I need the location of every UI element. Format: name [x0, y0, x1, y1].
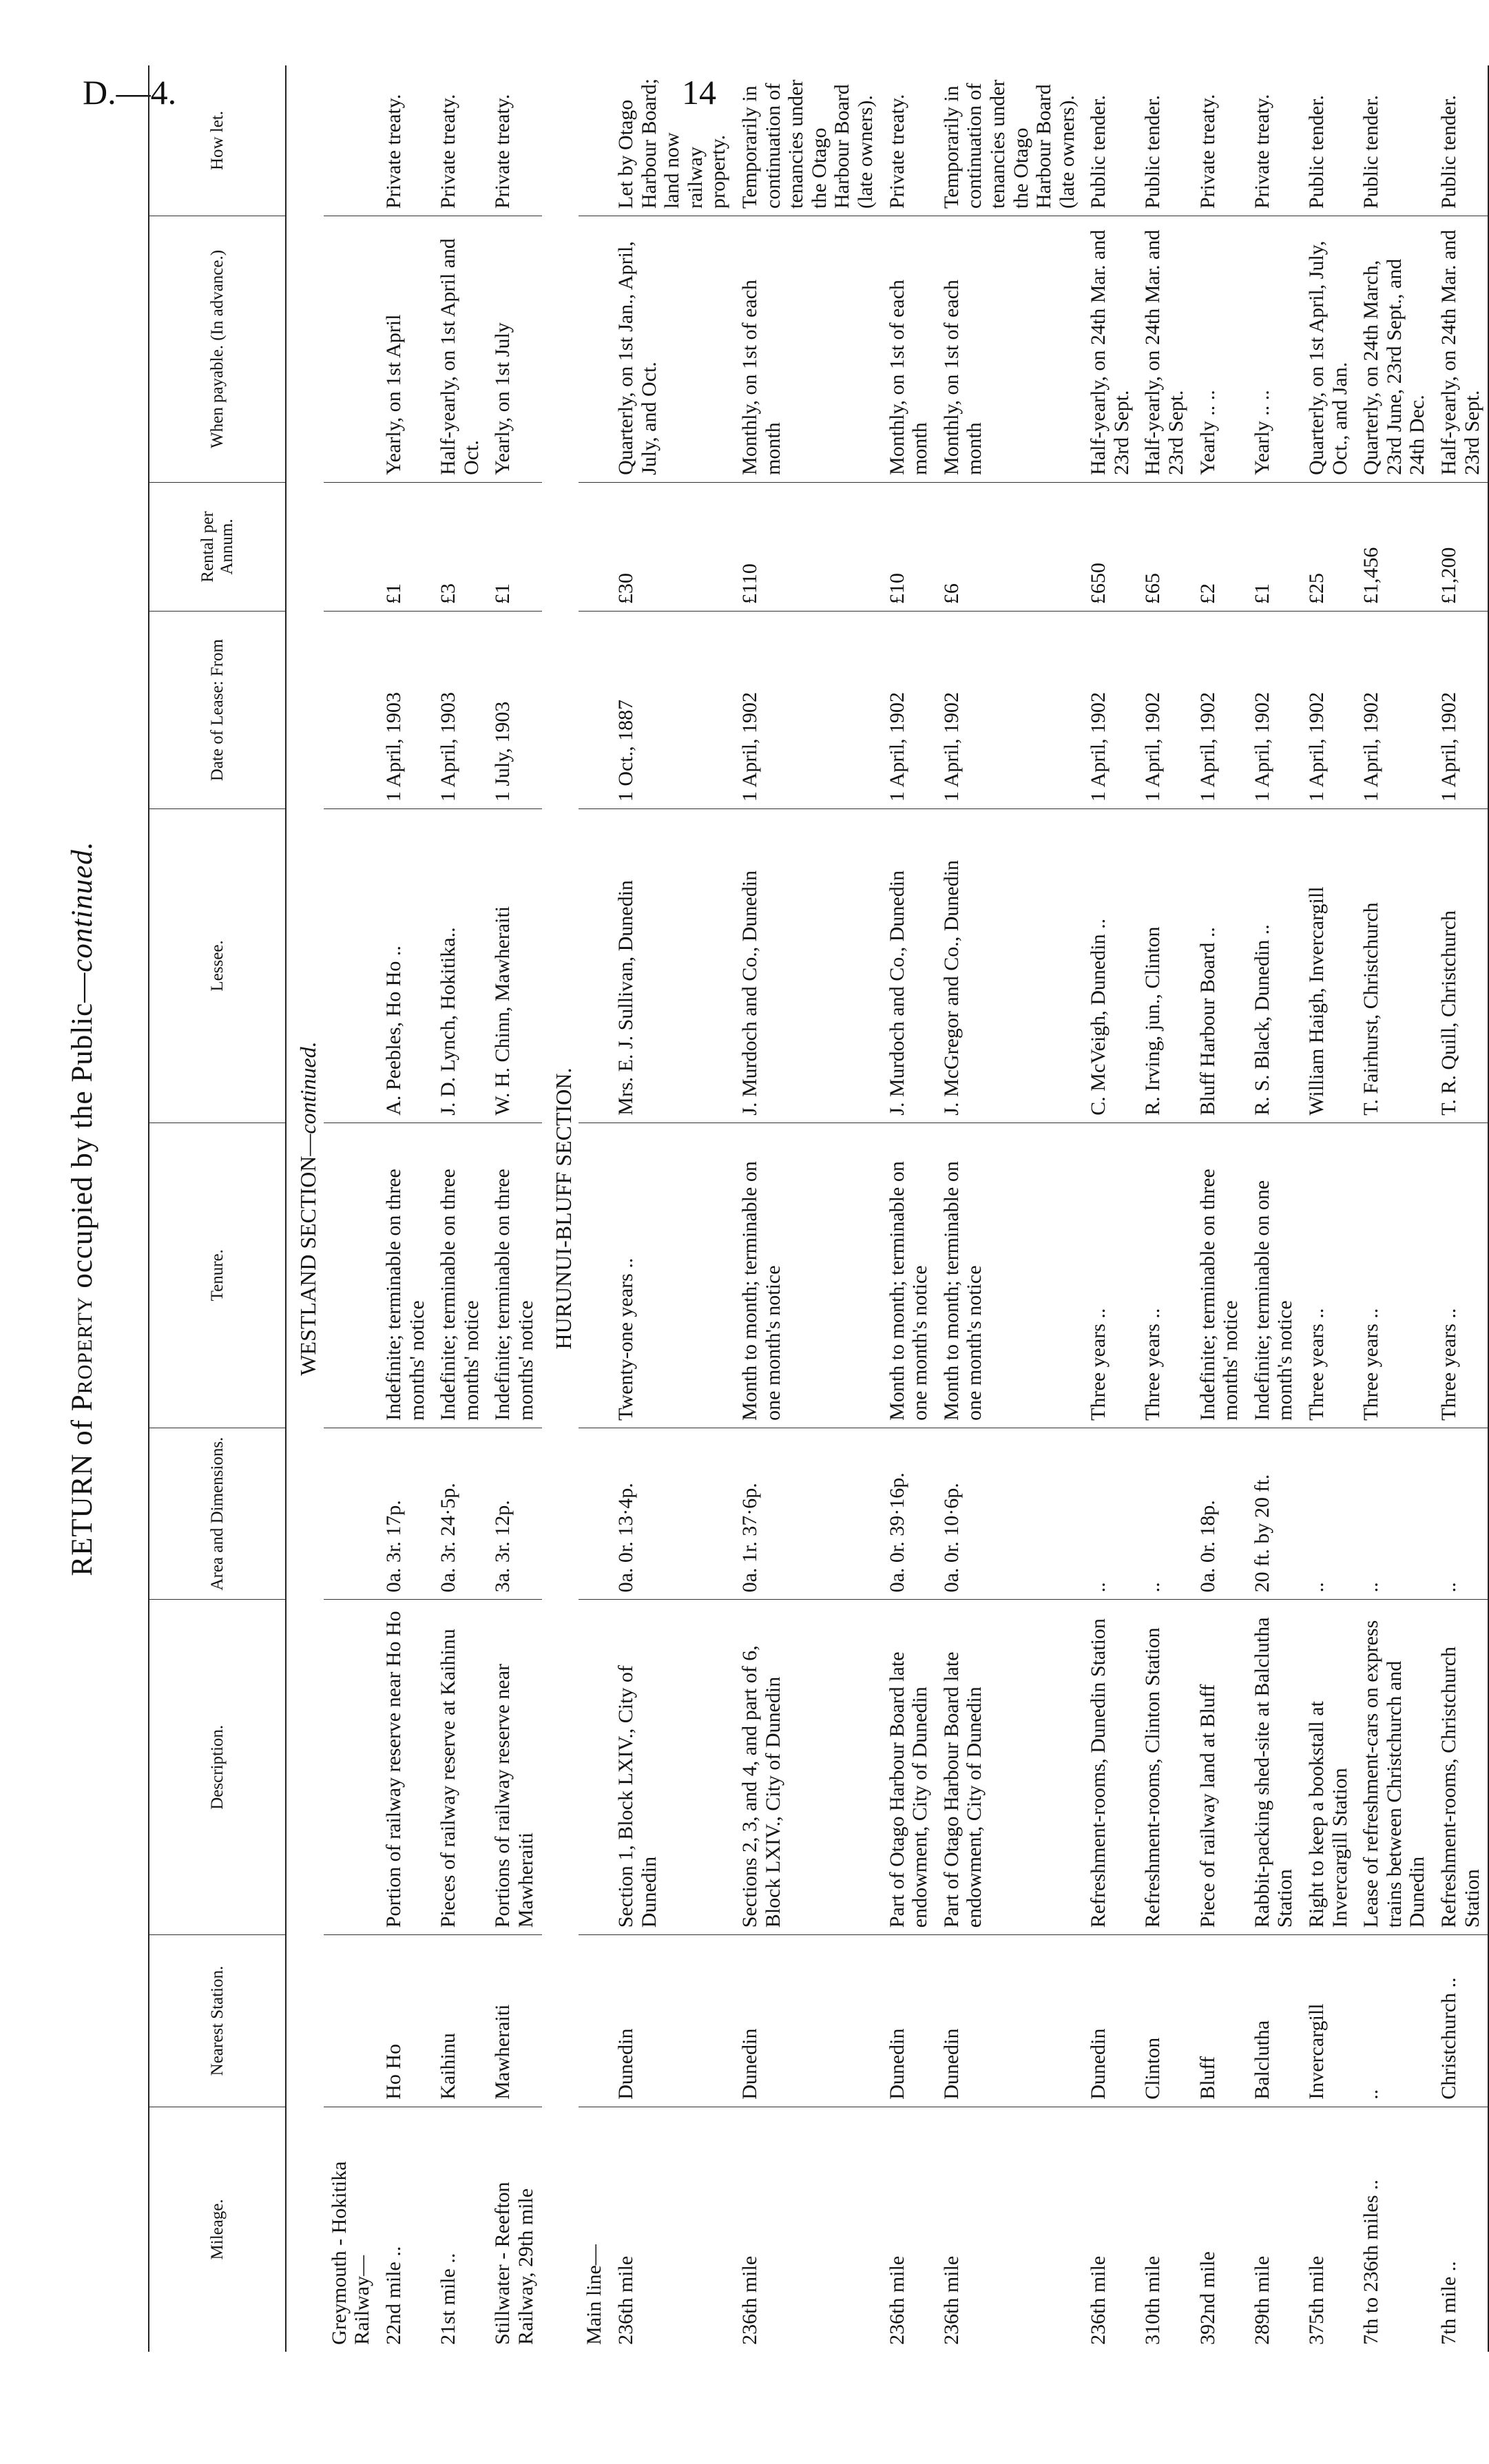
- table-cell: Dunedin: [1083, 1935, 1137, 2107]
- empty-cell: [579, 1123, 610, 1428]
- empty-cell: [324, 809, 378, 1123]
- table-cell: Public tender.: [1305, 95, 1329, 209]
- section-title: HURUNUI-BLUFF SECTION.: [550, 1067, 576, 1350]
- table-cell: £6: [936, 482, 1083, 611]
- table-cell: Dunedin: [610, 1935, 734, 2107]
- table-cell: Refreshment-rooms, Christchurch Station: [1433, 1600, 1488, 1935]
- table-cell: Private treaty.: [437, 94, 460, 209]
- table-cell: Refreshment-rooms, Dunedin Station: [1083, 1600, 1137, 1935]
- table-cell: 289th mile: [1247, 2107, 1301, 2352]
- table-cell: Dunedin: [734, 1935, 882, 2107]
- table-cell: 0a. 3r. 17p.: [378, 1428, 433, 1600]
- col-header: When payable. (In advance.): [149, 216, 286, 483]
- table-cell: Pieces of railway reserve at Kaihinu: [433, 1600, 487, 1935]
- table-row: [378, 65, 433, 2352]
- table-row: [487, 65, 541, 2352]
- table-cell: W. H. Chinn, Mawheraiti: [487, 809, 541, 1123]
- table-cell: Part of Otago Harbour Board late endowment, City of Dunedin: [882, 1600, 936, 1935]
- table-cell: £110: [734, 482, 882, 611]
- col-header: How let.: [149, 65, 286, 216]
- table-cell: 1 April, 1902: [1083, 612, 1137, 809]
- table-cell: Private treaty.: [885, 94, 908, 209]
- table-cell: T. R. Quill, Christchurch: [1433, 809, 1488, 1123]
- table-cell: Indefinite; terminable on three months' notice: [433, 1123, 487, 1428]
- section-header: [542, 65, 579, 2352]
- table-cell: Public tender.: [1433, 65, 1488, 216]
- empty-cell: [324, 1935, 378, 2107]
- table-cell: £30: [610, 482, 734, 611]
- table-cell: Indefinite; terminable on three months' notice: [1192, 1123, 1247, 1428]
- table-cell: Private treaty.: [491, 94, 514, 209]
- empty-cell: [579, 1600, 610, 1935]
- table-cell: ..: [1355, 1935, 1433, 2107]
- table-cell: 236th mile: [1083, 2107, 1137, 2352]
- table-row: [936, 65, 1083, 2352]
- table-cell: Let by Otago Harbour Board; land now railway property.: [614, 78, 730, 209]
- table-cell: Balclutha: [1247, 1935, 1301, 2107]
- table-cell: 310th mile: [1137, 2107, 1191, 2352]
- table-cell: Public tender.: [1141, 95, 1165, 209]
- table-cell: Stillwater - Reefton Railway, 29th mile: [487, 2107, 541, 2352]
- col-header: Tenure.: [149, 1123, 286, 1428]
- table-cell: J. D. Lynch, Hokitika..: [433, 809, 487, 1123]
- table-cell: Temporarily in continuation of tenancies under the Otago Harbour Board (late owners).: [939, 79, 1079, 209]
- rotated-page-content: [65, 65, 1483, 2352]
- table-cell: Bluff: [1192, 1935, 1247, 2107]
- table-cell: Month to month; terminable on one month's notice: [936, 1123, 1083, 1428]
- doc-code: D.—4.: [83, 73, 177, 112]
- table-cell: 1 Oct., 1887: [610, 612, 734, 809]
- table-cell: Invercargill: [1301, 1935, 1355, 2107]
- empty-cell: [324, 482, 378, 611]
- table-cell: 0a. 0r. 39·16p.: [882, 1428, 936, 1600]
- table-cell: 236th mile: [610, 2107, 734, 2352]
- table-cell: 0a. 0r. 13·4p.: [610, 1428, 734, 1600]
- table-cell: William Haigh, Invercargill: [1301, 809, 1355, 1123]
- table-cell: 1 April, 1902: [936, 612, 1083, 809]
- table-cell: 1 April, 1902: [1355, 612, 1433, 809]
- table-cell: £3: [433, 482, 487, 611]
- col-header: Lessee.: [149, 809, 286, 1123]
- empty-cell: [579, 1428, 610, 1600]
- empty-cell: [579, 216, 610, 483]
- col-header: Nearest Station.: [149, 1935, 286, 2107]
- table-cell: £650: [1083, 482, 1137, 611]
- table-cell: Mrs. E. J. Sullivan, Dunedin: [610, 809, 734, 1123]
- table-cell: J. Murdoch and Co., Dunedin: [734, 809, 882, 1123]
- table-cell: Quarterly, on 1st April, July, Oct., and Jan.: [1301, 216, 1355, 483]
- empty-cell: [579, 1935, 610, 2107]
- table-cell: T. Fairhurst, Christchurch: [1355, 809, 1433, 1123]
- table-cell: 7th mile ..: [1433, 2107, 1488, 2352]
- table-row: [1137, 65, 1191, 2352]
- empty-cell: [579, 482, 610, 611]
- line-label: Greymouth - Hokitika Railway—: [324, 2107, 378, 2352]
- header-row: [149, 65, 286, 2352]
- table-cell: Kaihinu: [433, 1935, 487, 2107]
- table-cell: 1 April, 1902: [882, 612, 936, 809]
- table-cell: Yearly .. ..: [1247, 216, 1301, 483]
- table-cell: ..: [1355, 1428, 1433, 1600]
- empty-cell: [324, 1123, 378, 1428]
- table-cell: ..: [1433, 1428, 1488, 1600]
- col-header: Date of Lease: From: [149, 612, 286, 809]
- table-cell: R. S. Black, Dunedin ..: [1247, 809, 1301, 1123]
- table-cell: Monthly, on 1st of each month: [936, 216, 1083, 483]
- table-cell: £1,456: [1355, 482, 1433, 611]
- table-cell: 1 April, 1902: [1433, 612, 1488, 809]
- section-header-row: [542, 65, 579, 2352]
- table-cell: Month to month; terminable on one month's notice: [882, 1123, 936, 1428]
- table-cell: Yearly, on 1st April: [378, 216, 433, 483]
- section-header-row: [286, 65, 324, 2352]
- table-cell: Christchurch ..: [1433, 1935, 1488, 2107]
- table-cell: 3a. 3r. 12p.: [487, 1428, 541, 1600]
- table-cell: Dunedin: [936, 1935, 1083, 2107]
- table-cell: Half-yearly, on 24th Mar. and 23rd Sept.: [1137, 216, 1191, 483]
- table-cell: Three years ..: [1301, 1123, 1355, 1428]
- col-header: Area and Dimensions.: [149, 1428, 286, 1600]
- empty-cell: [579, 65, 610, 216]
- line-label-row: [324, 65, 378, 2352]
- table-cell: Private treaty.: [1250, 94, 1273, 209]
- table-cell: 20 ft. by 20 ft.: [1247, 1428, 1301, 1600]
- table-cell: Month to month; terminable on one month's notice: [734, 1123, 882, 1428]
- table-row: [1355, 65, 1433, 2352]
- empty-cell: [579, 809, 610, 1123]
- table-cell: Mawheraiti: [487, 1935, 541, 2107]
- table-cell: Portions of railway reserve near Mawheraiti: [487, 1600, 541, 1935]
- table-row: [433, 65, 487, 2352]
- table-cell: 0a. 0r. 10·6p.: [936, 1428, 1083, 1600]
- table-cell: J. Murdoch and Co., Dunedin: [882, 809, 936, 1123]
- table-cell: Temporarily in continuation of tenancies under the Otago Harbour Board (late owners).: [738, 79, 877, 209]
- table-cell: A. Peebles, Ho Ho ..: [378, 809, 433, 1123]
- empty-cell: [324, 612, 378, 809]
- table-row: [610, 65, 734, 2352]
- table-cell: Bluff Harbour Board ..: [1192, 809, 1247, 1123]
- table-cell: 392nd mile: [1192, 2107, 1247, 2352]
- table-cell: Clinton: [1137, 1935, 1191, 2107]
- table-cell: Private treaty.: [382, 94, 406, 209]
- table-cell: Yearly .. ..: [1192, 216, 1247, 483]
- table-cell: Public tender.: [1360, 95, 1383, 209]
- table-cell: 236th mile: [936, 2107, 1083, 2352]
- empty-cell: [579, 612, 610, 809]
- table-cell: 1 April, 1902: [734, 612, 882, 809]
- section-header: [286, 65, 324, 2352]
- table-cell: Right to keep a bookstall at Invercargill Station: [1301, 1600, 1355, 1935]
- col-header: Mileage.: [149, 2107, 286, 2352]
- table-cell: Quarterly, on 24th March, 23rd June, 23rd Sept., and 24th Dec.: [1355, 216, 1433, 483]
- table-cell: £1: [378, 482, 433, 611]
- table-cell: 1 April, 1903: [433, 612, 487, 809]
- table-cell: Private treaty.: [1196, 94, 1219, 209]
- table-row: [882, 65, 936, 2352]
- table-cell: Three years ..: [1137, 1123, 1191, 1428]
- table-cell: 1 April, 1902: [1137, 612, 1191, 809]
- table-cell: £1: [487, 482, 541, 611]
- table-cell: 236th mile: [882, 2107, 936, 2352]
- table-cell: Sections 2, 3, and 4, and part of 6, Block LXIV., City of Dunedin: [734, 1600, 882, 1935]
- table-cell: 22nd mile ..: [378, 2107, 433, 2352]
- table-cell: 0a. 3r. 24·5p.: [433, 1428, 487, 1600]
- table-row: [1192, 65, 1247, 2352]
- empty-cell: [324, 216, 378, 483]
- table-cell: Yearly, on 1st July: [487, 216, 541, 483]
- table-cell: 0a. 0r. 18p.: [1192, 1428, 1247, 1600]
- col-header: Description.: [149, 1600, 286, 1935]
- table-cell: R. Irving, jun., Clinton: [1137, 809, 1191, 1123]
- col-header: Rental per Annum.: [149, 482, 286, 611]
- section-title: WESTLAND SECTION—: [295, 1134, 320, 1376]
- table-cell: J. McGregor and Co., Dunedin: [936, 809, 1083, 1123]
- table-cell: 21st mile ..: [433, 2107, 487, 2352]
- table-cell: Half-yearly, on 24th Mar. and 23rd Sept.: [1083, 216, 1137, 483]
- line-label-row: [579, 65, 610, 2352]
- table-cell: £25: [1301, 482, 1355, 611]
- table-cell: ..: [1083, 1428, 1137, 1600]
- table-cell: C. McVeigh, Dunedin ..: [1083, 809, 1137, 1123]
- table-cell: Public tender.: [1087, 95, 1110, 209]
- table-row: [1083, 65, 1137, 2352]
- table-cell: Three years ..: [1355, 1123, 1433, 1428]
- table-cell: 7th to 236th miles ..: [1355, 2107, 1433, 2352]
- table-cell: Lease of refreshment-cars on express trains between Christchurch and Dunedin: [1355, 1600, 1433, 1935]
- table-cell: Monthly, on 1st of each month: [882, 216, 936, 483]
- table-row: [734, 65, 882, 2352]
- table-cell: 1 April, 1902: [1301, 612, 1355, 809]
- table-cell: 1 April, 1902: [1192, 612, 1247, 809]
- property-return-table: [148, 65, 1489, 2352]
- empty-cell: [324, 1600, 378, 1935]
- table-cell: Refreshment-rooms, Clinton Station: [1137, 1600, 1191, 1935]
- table-cell: Twenty-one years ..: [610, 1123, 734, 1428]
- table-cell: ..: [1301, 1428, 1355, 1600]
- table-row: [1433, 65, 1488, 2352]
- table-cell: Indefinite; terminable on one month's notice: [1247, 1123, 1301, 1428]
- table-cell: Portion of railway reserve near Ho Ho: [378, 1600, 433, 1935]
- table-cell: 1 April, 1902: [1247, 612, 1301, 809]
- table-cell: Half-yearly, on 1st April and Oct.: [433, 216, 487, 483]
- table-cell: £2: [1192, 482, 1247, 611]
- table-cell: Part of Otago Harbour Board late endowment, City of Dunedin: [936, 1600, 1083, 1935]
- table-cell: Ho Ho: [378, 1935, 433, 2107]
- line-label: Main line—: [579, 2107, 610, 2352]
- table-cell: Indefinite; terminable on three months' notice: [487, 1123, 541, 1428]
- table-cell: Three years ..: [1433, 1123, 1488, 1428]
- table-row: [1301, 65, 1355, 2352]
- table-cell: £1: [1247, 482, 1301, 611]
- table-cell: Indefinite; terminable on three months' notice: [378, 1123, 433, 1428]
- table-cell: £65: [1137, 482, 1191, 611]
- table-cell: 1 July, 1903: [487, 612, 541, 809]
- empty-cell: [324, 65, 378, 216]
- section-title-continued: continued.: [295, 1041, 320, 1134]
- empty-cell: [324, 1428, 378, 1600]
- table-row: [1247, 65, 1301, 2352]
- table-cell: 375th mile: [1301, 2107, 1355, 2352]
- table-cell: £1,200: [1433, 482, 1488, 611]
- table-cell: 1 April, 1903: [378, 612, 433, 809]
- table-cell: Quarterly, on 1st Jan., April, July, and Oct.: [610, 216, 734, 483]
- table-title: RETURN of Property occupied by the Public—continued.: [66, 841, 98, 1576]
- table-cell: Half-yearly, on 24th Mar. and 23rd Sept.: [1433, 216, 1488, 483]
- table-cell: Dunedin: [882, 1935, 936, 2107]
- table-cell: ..: [1137, 1428, 1191, 1600]
- table-cell: 236th mile: [734, 2107, 882, 2352]
- table-cell: Three years ..: [1083, 1123, 1137, 1428]
- table-cell: Monthly, on 1st of each month: [734, 216, 882, 483]
- page-number: 14: [682, 73, 716, 112]
- table-cell: 0a. 1r. 37·6p.: [734, 1428, 882, 1600]
- table-cell: Rabbit-packing shed-site at Balclutha Station: [1247, 1600, 1301, 1935]
- table-cell: £10: [882, 482, 936, 611]
- table-cell: Section 1, Block LXIV., City of Dunedin: [610, 1600, 734, 1935]
- table-cell: Piece of railway land at Bluff: [1192, 1600, 1247, 1935]
